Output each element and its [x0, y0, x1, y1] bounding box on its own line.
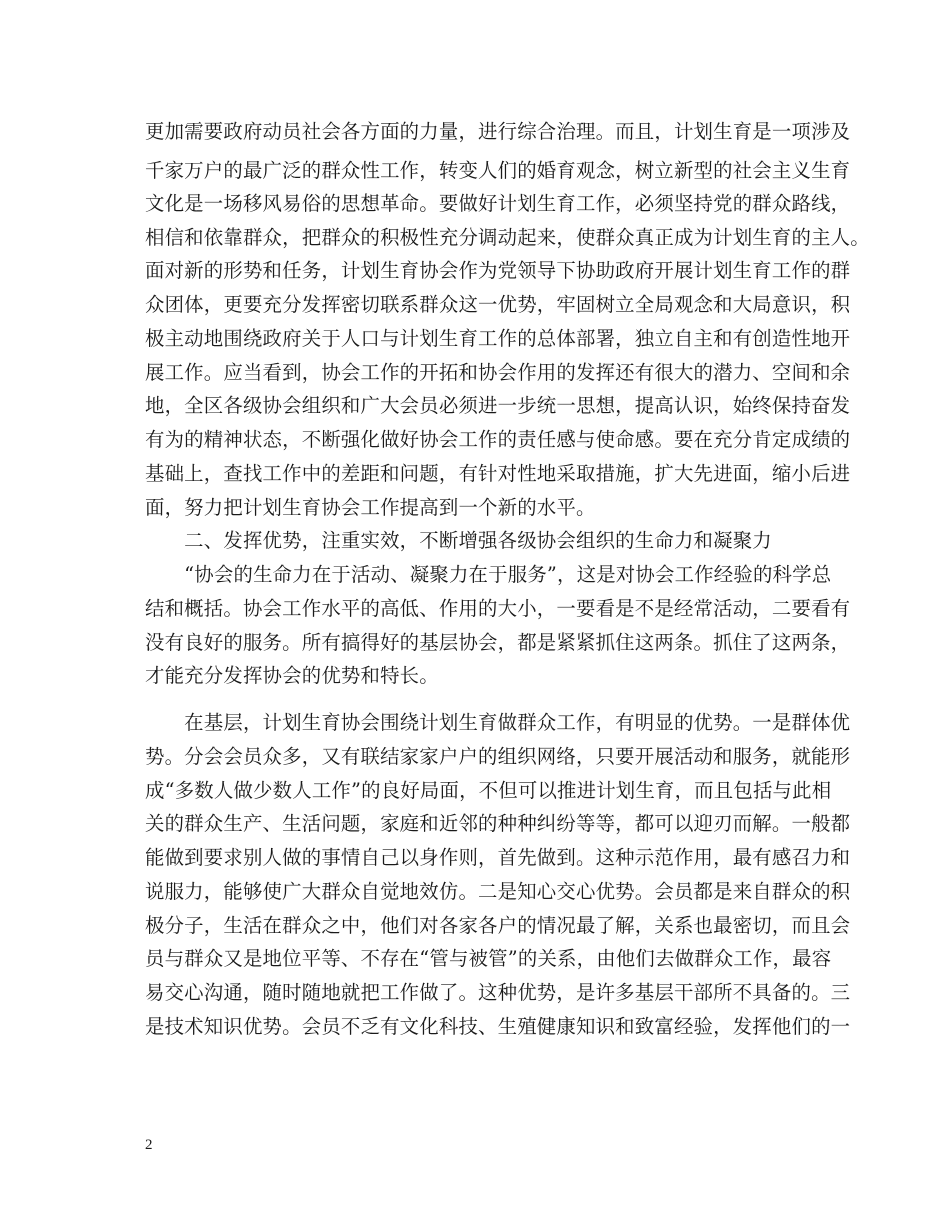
text-line: 结和概括。协会工作水平的高低、作用的大小，一要看是不是经常活动，二要看有 — [145, 597, 851, 620]
text-line: 成“多数人做少数人工作”的良好局面，不但可以推进计划生育，而且包括与此相 — [145, 779, 832, 802]
text-line: 员与群众又是地位平等、不存在“管与被管”的关系，由他们去做群众工作，最容 — [145, 947, 832, 970]
text-line: 千家万户的最广泛的群众性工作，转变人们的婚育观念，树立新型的社会主义生育 — [145, 159, 851, 182]
text-line: 说服力，能够使广大群众自觉地效仿。二是知心交心优势。会员都是来自群众的积 — [145, 880, 851, 903]
text-line: 更加需要政府动员社会各方面的力量，进行综合治理。而且，计划生育是一项涉及 — [145, 120, 851, 143]
text-line: 没有良好的服务。所有搞得好的基层协会，都是紧紧抓住这两条。抓住了这两条， — [145, 631, 851, 654]
text-line: 能做到要求别人做的事情自己以身作则，首先做到。这种示范作用，最有感召力和 — [145, 846, 851, 869]
text-line: 相信和依靠群众，把群众的积极性充分调动起来，使群众真正成为计划生育的主人。 — [145, 226, 870, 249]
text-line: 众团体，更要充分发挥密切联系群众这一优势，牢固树立全局观念和大局意识，积 — [145, 293, 851, 316]
text-line: 展工作。应当看到，协会工作的开拓和协会作用的发挥还有很大的潜力、空间和余 — [145, 361, 851, 384]
text-line: 面对新的形势和任务，计划生育协会作为党领导下协助政府开展计划生育工作的群 — [145, 259, 851, 282]
text-line: 有为的精神状态，不断强化做好协会工作的责任感与使命感。要在充分肯定成绩的 — [145, 428, 851, 451]
text-line: 才能充分发挥协会的优势和特长。 — [145, 664, 439, 687]
text-line: 势。分会会员众多，又有联结家家户户的组织网络，只要开展活动和服务，就能形 — [145, 745, 851, 768]
page-number: 2 — [145, 1137, 153, 1153]
text-line: 易交心沟通，随时随地就把工作做了。这种优势，是许多基层干部所不具备的。三 — [145, 981, 851, 1004]
text-line: 地，全区各级协会组织和广大会员必须进一步统一思想，提高认识，始终保持奋发 — [145, 394, 851, 417]
text-line: 在基层，计划生育协会围绕计划生育做群众工作，有明显的优势。一是群体优 — [145, 711, 851, 734]
section-heading: 二、发挥优势，注重实效，不断增强各级协会组织的生命力和凝聚力 — [145, 529, 772, 552]
text-line: 面，努力把计划生育协会工作提高到一个新的水平。 — [145, 496, 596, 519]
text-line: 极分子，生活在群众之中，他们对各家各户的情况最了解，关系也最密切，而且会 — [145, 914, 851, 937]
text-line: 极主动地围绕政府关于人口与计划生育工作的总体部署，独立自主和有创造性地开 — [145, 327, 851, 350]
text-line: “协会的生命力在于活动、凝聚力在于服务”，这是对协会工作经验的科学总 — [145, 563, 832, 586]
text-line: 关的群众生产、生活问题，家庭和近邻的种种纠纷等等，都可以迎刃而解。一般都 — [145, 812, 851, 835]
text-line: 是技术知识优势。会员不乏有文化科技、生殖健康知识和致富经验，发挥他们的一 — [145, 1015, 851, 1038]
text-line: 基础上，查找工作中的差距和问题，有针对性地采取措施，扩大先进面，缩小后进 — [145, 462, 851, 485]
text-line: 文化是一场移风易俗的思想革命。要做好计划生育工作，必须坚持党的群众路线， — [145, 192, 851, 215]
